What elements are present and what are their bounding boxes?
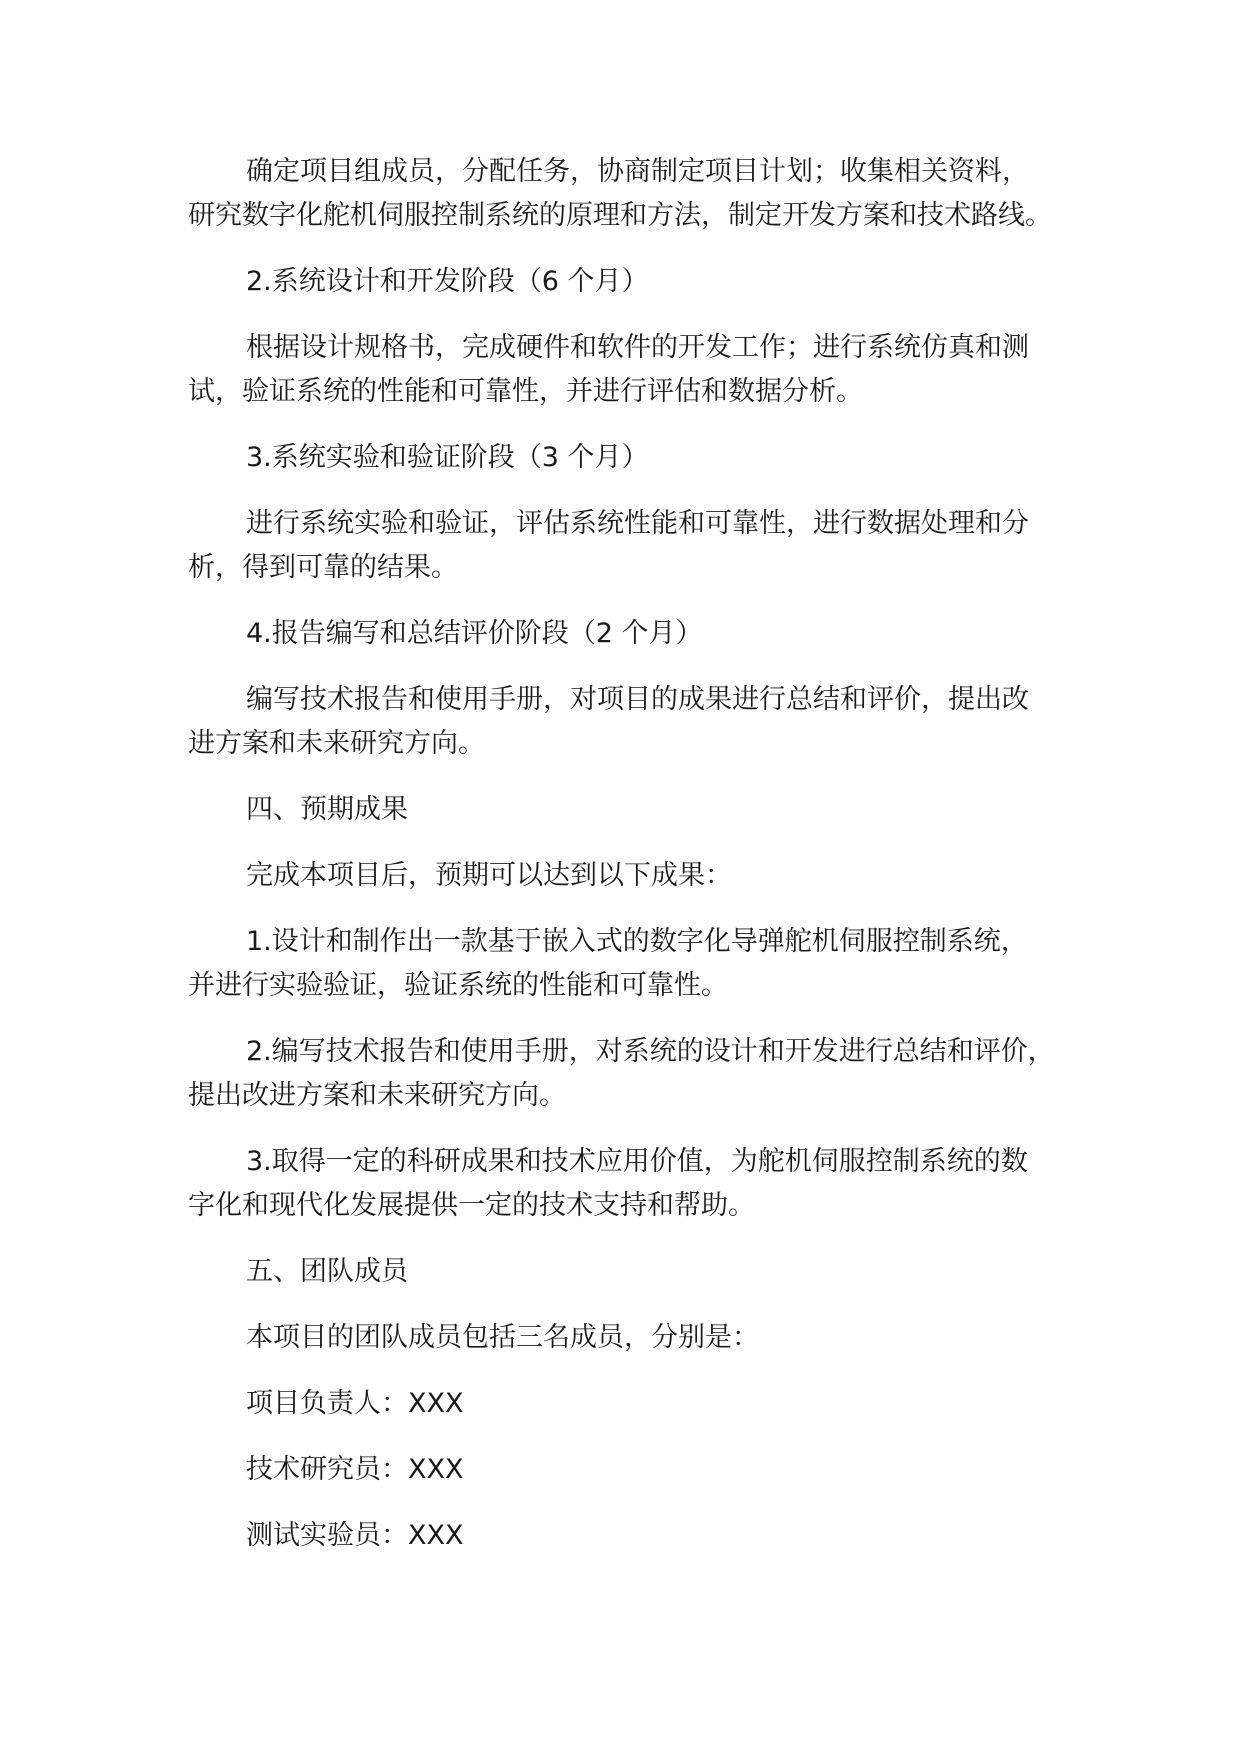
result-item-3	[188, 1140, 1088, 1228]
result-item-1	[188, 920, 1088, 1008]
phase-heading-experiment-verification	[188, 436, 1088, 480]
document-body	[188, 150, 1088, 1580]
paragraph-line: 编写技术报告和使用手册，对项目的成果进行总结和评价，提出改	[246, 684, 1029, 715]
paragraph-line: 本项目的团队成员包括三名成员，分别是：	[246, 1322, 759, 1353]
section-heading-team-members	[188, 1250, 1088, 1294]
paragraph-line: 确定项目组成员，分配任务，协商制定项目计划；收集相关资料，	[246, 156, 1029, 187]
phase-heading-design-development	[188, 260, 1088, 304]
paragraph-line: 进行系统实验和验证，评估系统性能和可靠性，进行数据处理和分	[246, 508, 1029, 539]
paragraph-line: 五、团队成员	[246, 1256, 408, 1287]
paragraph-line: 字化和现代化发展提供一定的技术支持和帮助。	[188, 1190, 755, 1221]
paragraph-line: 并进行实验验证，验证系统的性能和可靠性。	[188, 970, 728, 1001]
phase-heading-report-summary	[188, 612, 1088, 656]
paragraph-experiment-verification	[188, 502, 1088, 590]
paragraph-line: 4.报告编写和总结评价阶段（2 个月）	[246, 618, 703, 649]
paragraph-line: 析，得到可靠的结果。	[188, 552, 458, 583]
paragraph-team-intro	[188, 1316, 1088, 1360]
paragraph-report-summary	[188, 678, 1088, 766]
paragraph-line: 根据设计规格书，完成硬件和软件的开发工作；进行系统仿真和测	[246, 332, 1029, 363]
result-item-2	[188, 1030, 1088, 1118]
paragraph-line: 试，验证系统的性能和可靠性，并进行评估和数据分析。	[188, 376, 863, 407]
paragraph-line: 1.设计和制作出一款基于嵌入式的数字化导弹舵机伺服控制系统，	[246, 926, 1028, 957]
paragraph-line: 2.编写技术报告和使用手册，对系统的设计和开发进行总结和评价，	[246, 1036, 1055, 1067]
paragraph-line: 研究数字化舵机伺服控制系统的原理和方法，制定开发方案和技术路线。	[188, 200, 1052, 231]
paragraph-line: 测试实验员：XXX	[246, 1520, 464, 1551]
paragraph-line: 四、预期成果	[246, 794, 408, 825]
paragraph-line: 提出改进方案和未来研究方向。	[188, 1080, 566, 1111]
paragraph-line: 3.系统实验和验证阶段（3 个月）	[246, 442, 649, 473]
paragraph-line: 技术研究员：XXX	[246, 1454, 464, 1485]
section-heading-expected-results	[188, 788, 1088, 832]
paragraph-line: 进方案和未来研究方向。	[188, 728, 485, 759]
paragraph-expected-intro	[188, 854, 1088, 898]
paragraph-design-development	[188, 326, 1088, 414]
paragraph-line: 3.取得一定的科研成果和技术应用价值，为舵机伺服控制系统的数	[246, 1146, 1028, 1177]
team-member-tester	[188, 1514, 1088, 1558]
team-member-project-lead	[188, 1382, 1088, 1426]
paragraph-line: 2.系统设计和开发阶段（6 个月）	[246, 266, 649, 297]
paragraph-line: 完成本项目后，预期可以达到以下成果：	[246, 860, 732, 891]
paragraph-preparation	[188, 150, 1088, 238]
team-member-researcher	[188, 1448, 1088, 1492]
paragraph-line: 项目负责人：XXX	[246, 1388, 464, 1419]
